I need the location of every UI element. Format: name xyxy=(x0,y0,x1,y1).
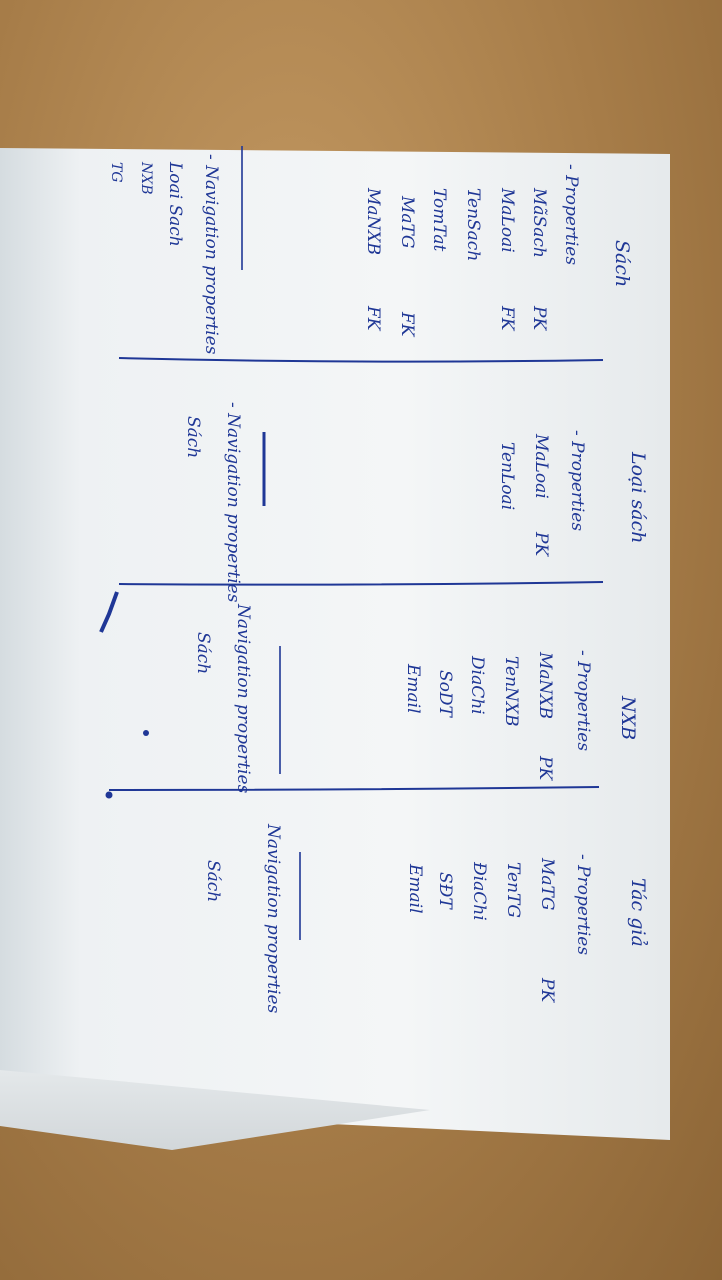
nxb-prop-tennxb: TenNXB xyxy=(501,656,521,727)
tac-gia-prop-email: Email xyxy=(405,864,425,914)
tac-gia-prop-matg: MaTG xyxy=(537,858,557,911)
sach-prop-tomtat: TomTat xyxy=(429,188,449,252)
tac-gia-title: Tác giả xyxy=(627,878,649,947)
loai-sach-properties-heading: - Properties xyxy=(567,430,587,532)
sach-prop-maloai-fk: FK xyxy=(497,306,517,331)
nxb-prop-email: Email xyxy=(403,664,423,714)
loai-sach-prop-maloai: MaLoai xyxy=(531,434,551,499)
ink-dot-2 xyxy=(106,792,113,799)
tac-gia-prop-tentg: TenTG xyxy=(503,862,523,918)
tac-gia-prop-matg-pk: PK xyxy=(537,978,557,1003)
nxb-prop-sodt: SoDT xyxy=(435,670,455,717)
divider-line-3 xyxy=(109,787,599,790)
loai-sach-prop-maloai-pk: PK xyxy=(531,532,551,557)
divider-line-2 xyxy=(119,582,603,585)
nxb-prop-manxb: MaNXB xyxy=(535,652,555,720)
loai-sach-prop-tenloai: TenLoai xyxy=(497,442,517,511)
sach-prop-manxb-fk: FK xyxy=(363,306,383,331)
handwritten-notes xyxy=(31,140,691,1140)
sach-nav-loaisach: Loai Sach xyxy=(165,162,185,247)
sach-prop-maloai: MaLoai xyxy=(497,188,517,253)
tac-gia-prop-diachi: ĐiaChi xyxy=(469,862,489,921)
tac-gia-properties-heading: - Properties xyxy=(573,854,593,956)
tac-gia-prop-sdt: SĐT xyxy=(435,872,455,909)
sach-prop-masach-pk: PK xyxy=(529,306,549,331)
divider-line-1 xyxy=(119,358,603,362)
sach-title: Sách xyxy=(611,240,633,288)
ink-dot-1 xyxy=(143,730,149,736)
loai-sach-nav-heading: - Navigation properties xyxy=(223,402,243,603)
sach-nav-heading: - Navigation properties xyxy=(201,154,221,355)
ink-lines xyxy=(31,140,691,1140)
tac-gia-nav-sach: Sách xyxy=(203,860,223,903)
sach-properties-heading: - Properties xyxy=(561,164,581,266)
sach-nav-tg: TG xyxy=(108,162,124,183)
ink-mark-tick xyxy=(101,592,117,632)
sach-prop-matg: MaTG xyxy=(397,196,417,249)
nxb-nav-sach: Sách xyxy=(193,632,213,675)
loai-sach-title: Loại sách xyxy=(627,452,649,544)
sach-prop-tensach: TenSach xyxy=(463,188,483,262)
loai-sach-nav-sach: Sách xyxy=(183,416,203,459)
nxb-properties-heading: - Properties xyxy=(573,650,593,752)
nxb-prop-manxb-pk: PK xyxy=(535,756,555,781)
nxb-prop-diachi: DiaChi xyxy=(467,656,487,715)
nxb-nav-heading: Navigation properties xyxy=(233,604,253,794)
nxb-title: NXB xyxy=(617,696,639,741)
sach-prop-manxb: MaNXB xyxy=(363,188,383,256)
tac-gia-nav-heading: Navigation properties xyxy=(263,824,283,1014)
sach-prop-masach: MãSach xyxy=(529,188,549,258)
sach-nav-nxb: NXB xyxy=(138,162,154,195)
sach-prop-matg-fk: FK xyxy=(397,312,417,337)
